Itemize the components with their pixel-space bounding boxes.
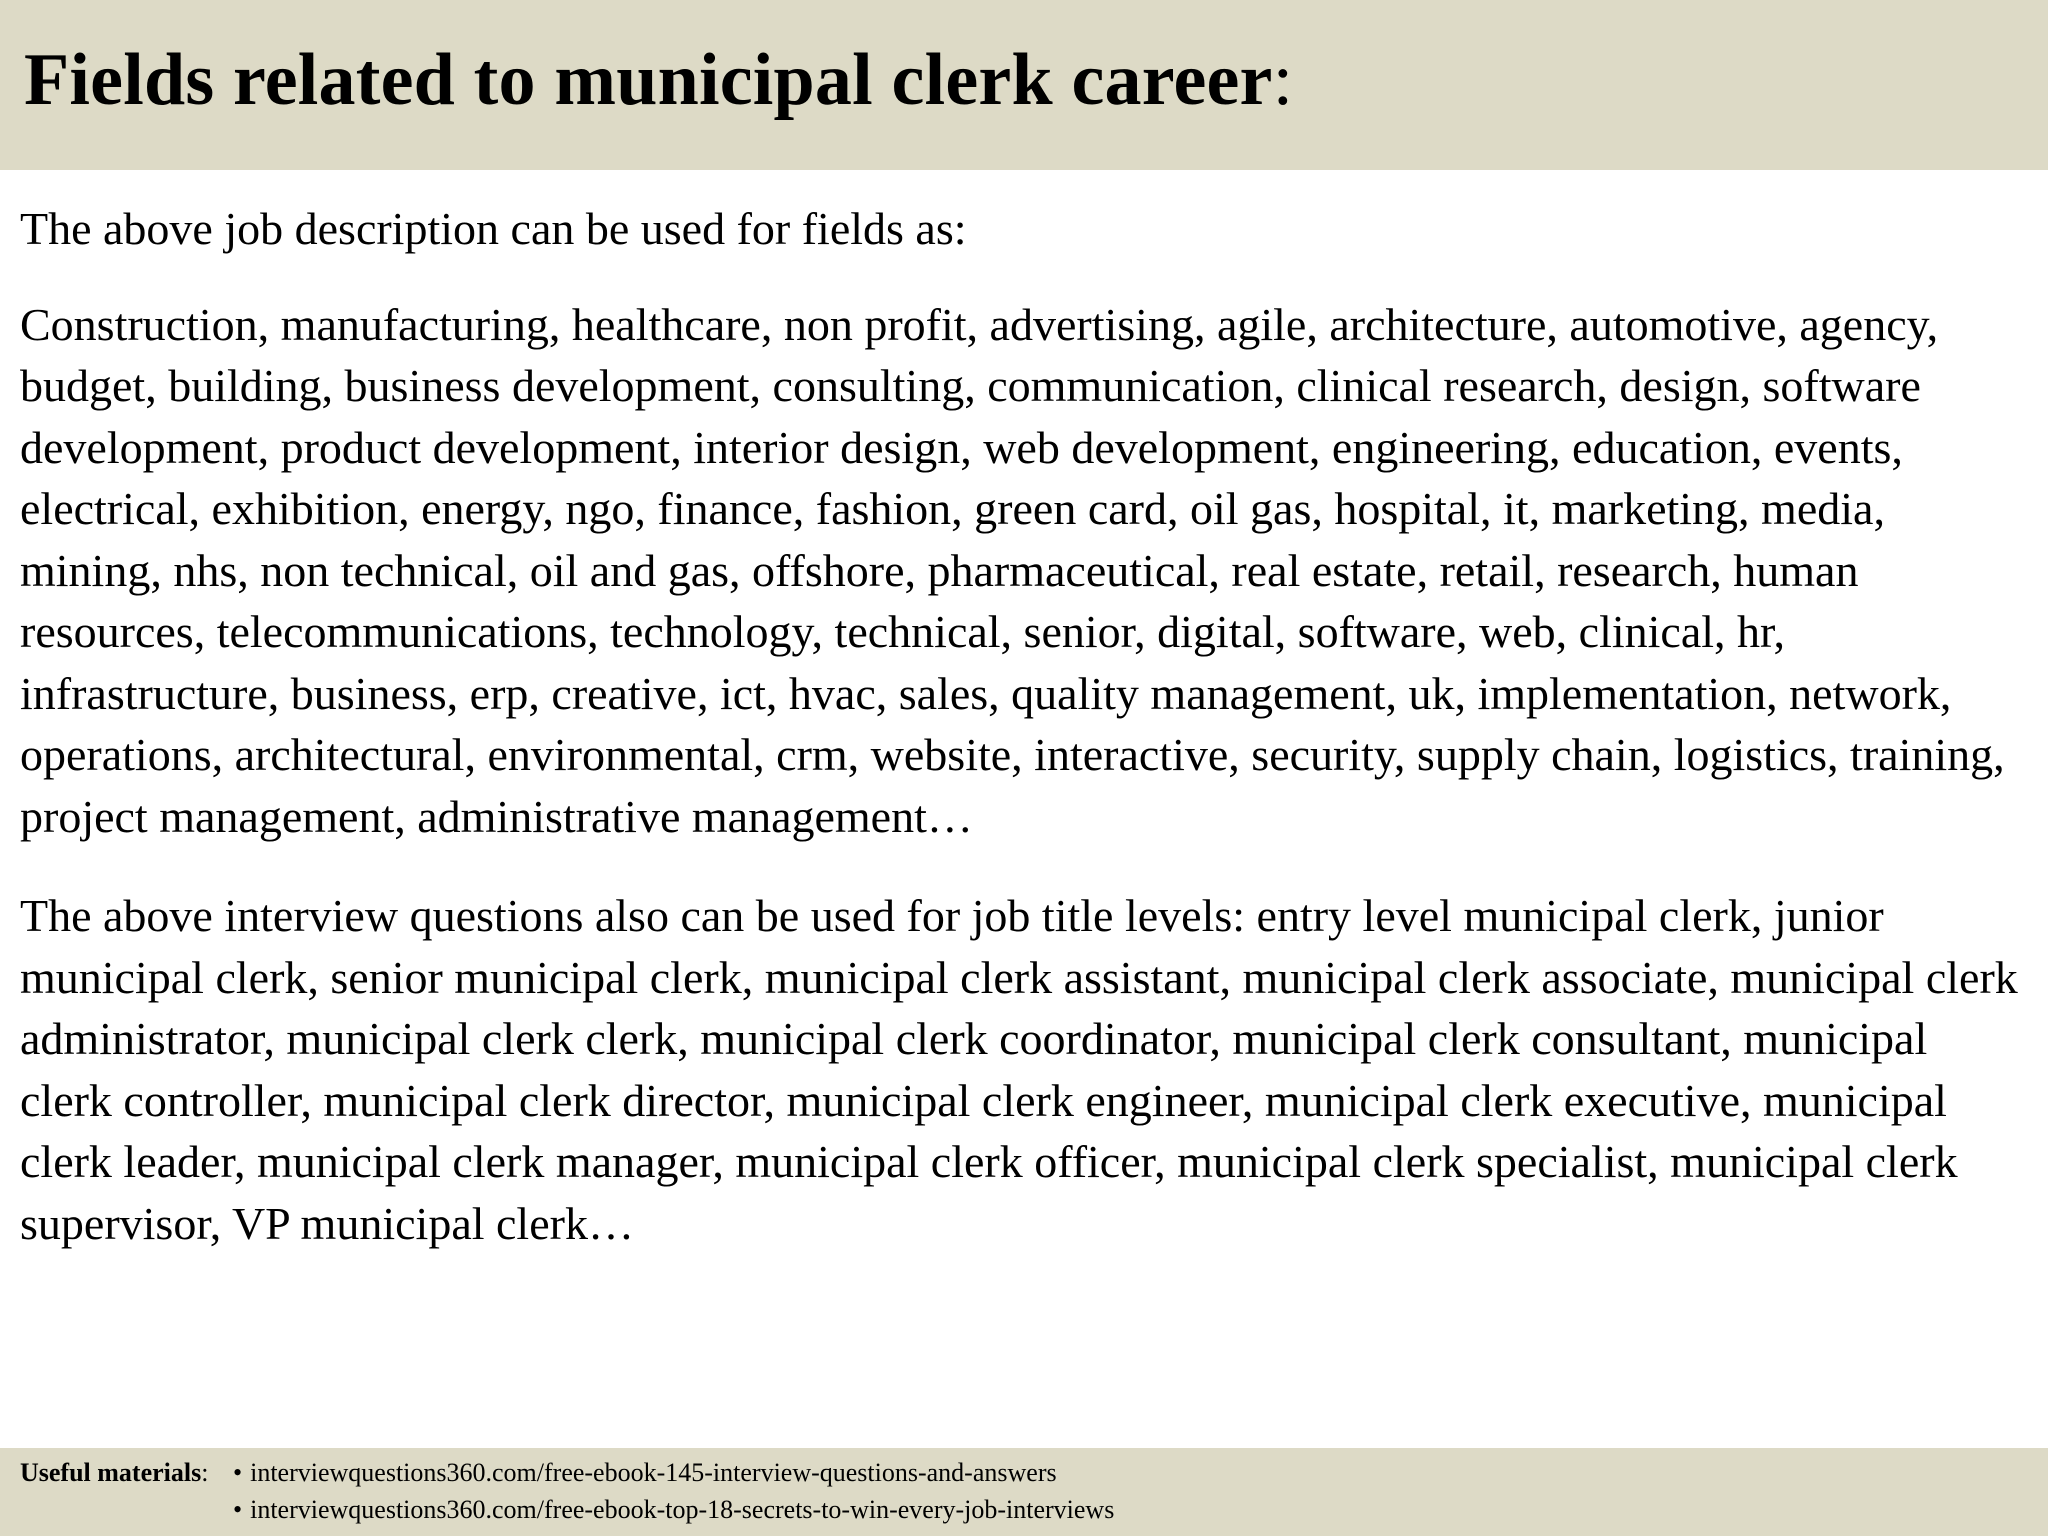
footer-label-cell: [20, 1454, 233, 1491]
footer-label: Useful materials: [20, 1458, 202, 1487]
intro-text: The above job description can be used for fields as:: [20, 203, 967, 254]
slide-title-colon: :: [1272, 39, 1294, 121]
footer-label-spacer: [20, 1491, 233, 1528]
footer-row-2: [20, 1491, 2048, 1528]
slide-title: [24, 38, 2048, 123]
footer-link-2[interactable]: interviewquestions360.com/free-ebook-top-18-secrets-to-win-every-job-interviews: [250, 1495, 1115, 1524]
footer-label-colon: :: [201, 1458, 209, 1487]
footer-link-1[interactable]: interviewquestions360.com/free-ebook-145-interview-questions-and-answers: [250, 1458, 1057, 1487]
fields-list-text: Construction, manufacturing, healthcare, non profit, advertising, agile, architecture, automotive, agency, budget, building, business development, consulting, communication, clinical research, design, software development, product development, interior design, web development, engineering, education, events, electrical, exhibition, energy, ngo, finance, fashion, green card, oil gas, hospital, it, marketing, media, mining, nhs, non technical, oil and gas, offshore, pharmaceutical, real estate, retail, research, human resources, telecommunications, technology, technical, senior, digital, software, web, clinical, hr, infrastructure, business, erp, creative, ict, hvac, sales, quality management, uk, implementation, network, operations, architectural, environmental, crm, website, interactive, security, supply chain, logistics, training, project management, administrative management…: [20, 298, 2005, 842]
footer-row-1: [20, 1454, 2048, 1491]
useful-materials-footer: [0, 1448, 2048, 1536]
slide-title-text: Fields related to municipal clerk career: [24, 39, 1273, 121]
title-band: [0, 0, 2048, 170]
job-levels-text: The above interview questions also can be used for job title levels: entry level municipal clerk, junior municipal clerk, senior municipal clerk, municipal clerk assistant, municipal clerk associate, municipal clerk administrator, municipal clerk clerk, municipal clerk coordinator, municipal clerk consultant, municipal clerk controller, municipal clerk director, municipal clerk engineer, municipal clerk executive, municipal clerk leader, municipal clerk manager, municipal clerk officer, municipal clerk specialist, municipal clerk supervisor, VP municipal clerk…: [20, 890, 2018, 1249]
bullet-icon: •: [233, 1458, 243, 1487]
slide-body: [20, 198, 2030, 1254]
bullet-icon: •: [233, 1495, 243, 1524]
